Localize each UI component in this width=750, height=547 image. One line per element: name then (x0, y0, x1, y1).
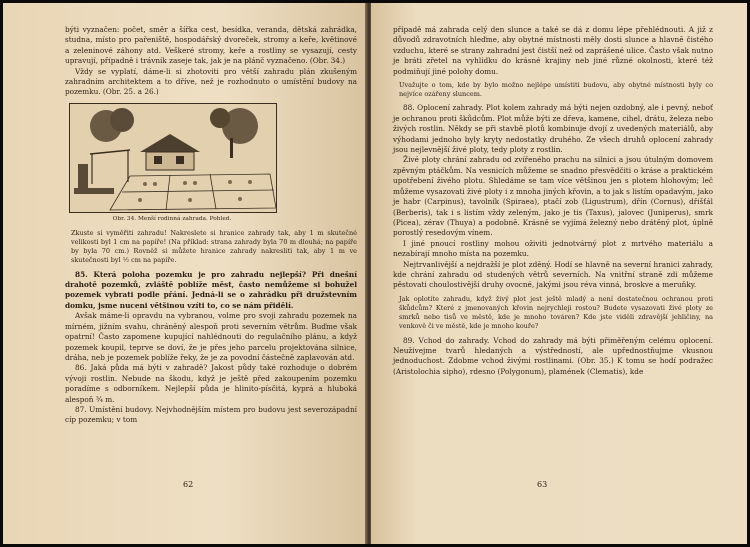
left-page (3, 3, 367, 544)
exercise-note: Zkuste si vyměřiti zahradu! Nakreslete si hranice zahrady tak, aby 1 m skutečné velikosti byl 1 cm na papíře! (Na příklad: strana zahrady byla 70 m dlouhá; na papíře by byla 70 cm.) Rovněž si můžete hranice zahrady nakresliti tak, aby 1 m ve skutečnosti byl ½ cm na papíře. (71, 228, 357, 265)
right-page (371, 3, 747, 544)
paragraph-plan: býti vyznačen: počet, směr a šířka cest, besídka, veranda, dětská zahrádka, studna, místo pro pařeniště, hospodářský dvoreček, stromy a keře, květinové a zeleninové záhony atd. Veškeré stromy, keře a rostliny se vysazují, cesty upravují, případně i trávník zaseje tak, jak je na plánč vyznačeno. (Obr. 34.) (65, 25, 357, 66)
garden-illustration (69, 103, 277, 213)
paragraph-slope: Avšak máme-li opravdu na vybranou, volme pro svoji zahradu pozemek na mírném, jižním svahu, chráněný alespoň proti severním větrům. Buďme však opatrní! Často zapomene kupující nahlédnouti do regulačního plánu, a když pozemek koupil, teprve se doví, že je přes jeho parcelu projektována silnice, dráha, neb je pozemek poblíže řeky, že je za povodní částečně zaplavován atd. (65, 311, 357, 362)
section-86: 86. Jaká půda má býti v zahradě? Jakost půdy také rozhoduje o dobrém vývoji rostlin. Nebude na škodu, když je ještě před zakoupením pozemku poradíme s odborníkem. Nejlepší půda je hlinito-písčitá, kyprá a hluboká alespoň ¾ m. (65, 363, 357, 404)
figure-caption: Obr. 34. Menší rodinná zahrada. Pohled. (112, 215, 232, 222)
section-87: 87. Umístění budovy. Nejvhodnějším místem pro budovu jest severozápadní cíp pozemku; v tom (65, 404, 357, 425)
paragraph-architect: Vždy se vyplatí, dáme-li si zhotoviti pro větší zahradu plán zkušeným zahradním architektem a to dříve, než je rozhodnuto o umístění budovy na pozemku. (Obr. 25. a 26.) (65, 66, 357, 97)
exercise-note-fence: Jak oplotíte zahradu, když živý plot jest ještě mladý a není dostatečnou ochranou proti škůdcům? Které z jmenovaných křovin nejrychleji rostou? Budete vysazovati živé ploty ze smrků nebo tisů ve městě, kde je mnoho továren? Kde jste viděli zdravější jehličiny, na venkově či ve městě, kde je mnoho kouře? (399, 294, 713, 331)
paragraph-climbers: I jiné pnoucí rostliny mohou oživiti jednotvárný plot z mrtvého materiálu a nezabírají mnoho místa na pozemku. (393, 238, 713, 259)
paragraph-sun: případě má zahrada celý den slunce a také se dá z domu lépe přehlédnouti. A již z důvodů zdravotních hleďme, aby obytné místnosti měly dosti slunce a hlavně čistého vzduchu, které se strany zahradní jest čistší než od zaprášené ulice. Často však nutno je bráti zřetel na vyhlídku do krásné krajiny neb jiné různé okolnosti, které též podmiňují jiné polohy domu. (393, 25, 713, 76)
paragraph-hedges: Živé ploty chrání zahradu od zvířeného prachu na silnici a jsou útulným domovem zpěvným ptáčkům. Na vesnicích můžeme se snadno přesvědčiti o kráse a praktickém upotřebení živého plotu. Shledáme se tam více většinou jen s plotem hlohovým; leč můžeme vysazovati živé ploty i z mnoha jiných křovin, a to jak s listím opadavým, jako je habr (Carpinus), tavolník (Spiraea), ptačí zob (Ligustrum), dřín (Cornus), dřišťál (Berberis), tak i s listím vždy zeleným, jako je tis (Taxus), jalovec (Juniperus), smrk (Picea), zérav (Thuya) a podobně. Krásně se vyjímá železný nebo drátěný plot, úplně porostlý resedovým vínem. (393, 155, 713, 238)
page-number-right: 63 (537, 480, 548, 489)
section-89: 89. Vchod do zahrady. Vchod do zahrady má býti přiměřeným celému oplocení. Neuživejme tvarů hledaných a výstředností, ale upřednostňujme vkusnou jednoduchost. Zdobme vchod živými rostlinami. (Obr. 35.) K tomu se hodí podražec (Aristolochia sipho), rdesno (Polygonum), plamének (Clematis), kde (393, 335, 713, 376)
paragraph-wall: Nejtrvanlivější a nejdražší je plot zděný. Hodí se hlavně na severní hranici zahrady, kde chrání zahradu od studených větrů severních. Na vnitřní straně zdi můžeme pěstovati choulostivější druhy ovocné, jakými jsou réva vinná, broskve a meruňky. (393, 259, 713, 290)
page-number-left: 62 (183, 480, 194, 489)
garden-drawing-icon (70, 104, 276, 212)
section-88: 88. Oplocení zahrady. Plot kolem zahrady má býti nejen ozdobný, ale i pevný, neboť je ochranou proti škůdcům. Plot může býti ze dřeva, kamene, cihel, drátu, železa nebo živých rostlin. Někdy se při stavbě plotů kombinuje dvojí z uvedených materiálů, aby výhodami jednoho byly kryty nedostatky druhého. Ze všech druhů oplocení zahrady jsou nejlevnější živé ploty, tedy ploty z rostlin. (393, 103, 713, 155)
section-85: 85. Která poloha pozemku je pro zahradu nejlepší? Při dnešní drahotě pozemků, zvláště poblíže měst, často nemůžeme si bohužel pozemek vybrati podle přání. Jedná-li se o zahrádku při družstevním domku, jsme nuceni většinou vzíti to, co se nám přidělí. (65, 269, 357, 310)
exercise-note-sun: Uvažujte o tom, kde by bylo možno nejlépe umístiti budovu, aby obytné místnosti byly co nejvíce ozářeny sluncem. (399, 81, 713, 99)
